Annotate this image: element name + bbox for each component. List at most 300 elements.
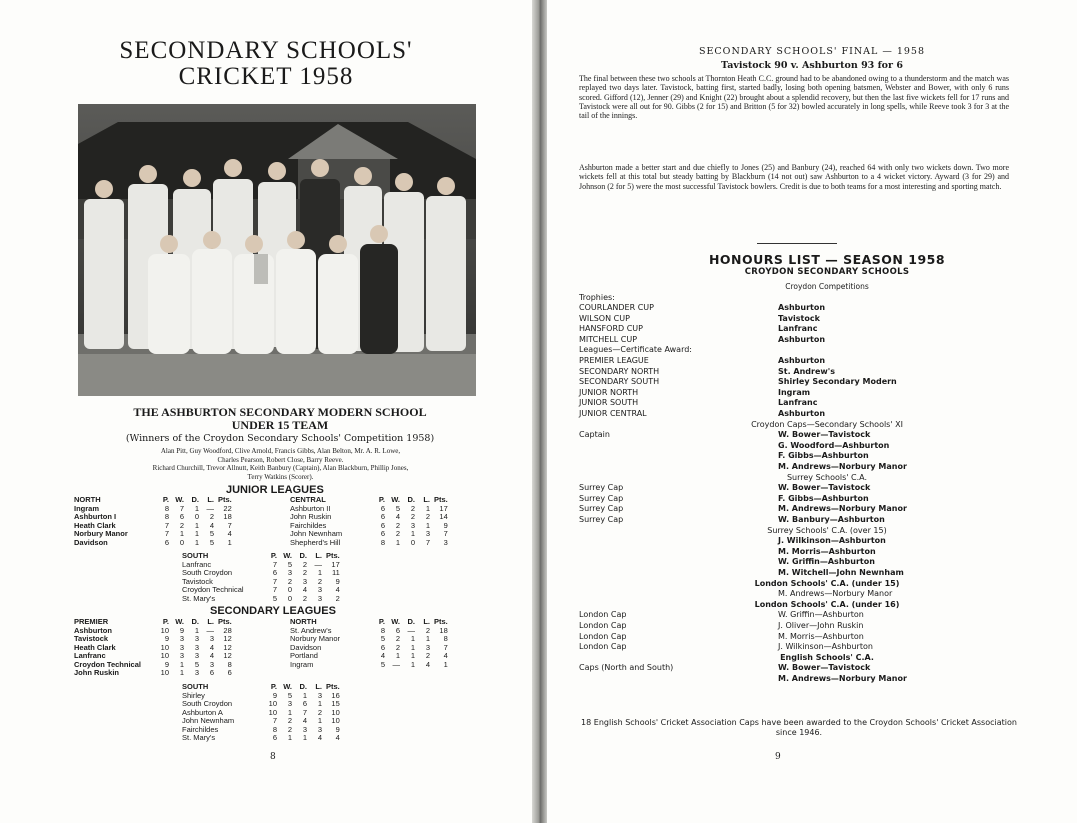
honours-item-value: W. Bower—Tavistock — [778, 483, 871, 493]
table-cell: 28 — [223, 625, 232, 635]
honours-title: HONOURS LIST — SEASON 1958 — [708, 252, 946, 267]
final-title: SECONDARY SCHOOLS' FINAL — 1958 — [698, 46, 926, 57]
team-name: John Newnham — [290, 529, 343, 538]
table-cell: 1 — [287, 707, 292, 717]
column-header: D. — [191, 495, 199, 504]
honours-item-label: Surrey Cap — [579, 493, 624, 503]
honours-item-value: Ashburton — [778, 409, 826, 418]
team-names-line: Terry Watkins (Scorer). — [247, 472, 314, 481]
honours-subtitle: Croydon Competitions — [785, 282, 869, 291]
table-cell: 4 — [227, 529, 232, 538]
table-cell: 3 — [194, 651, 199, 660]
table-cell: 6 — [380, 520, 385, 530]
column-header: L. — [207, 495, 214, 504]
honours-item-label: Surrey Cap — [579, 515, 624, 524]
team-name: Ashburton I — [74, 512, 117, 521]
table-cell: 3 — [179, 642, 184, 652]
table-cell: 3 — [209, 634, 214, 643]
honours-row — [579, 377, 1049, 388]
table-cell: 6 — [179, 512, 184, 521]
team-names — [68, 447, 493, 481]
table-cell: 2 — [287, 576, 292, 586]
team-name: South Croydon — [182, 568, 233, 577]
honours-item-label: Surrey Cap — [579, 504, 624, 514]
table-cell: 4 — [443, 651, 448, 660]
table-cell: 1 — [443, 659, 448, 669]
table-cell: 2 — [410, 512, 415, 521]
table-cell: 8 — [164, 503, 169, 513]
table-cell: 7 — [425, 537, 430, 547]
team-name: Fairchildes — [290, 520, 327, 530]
column-header: P. — [378, 617, 385, 626]
team-name: Davidson — [290, 642, 322, 652]
column-header: D. — [299, 551, 307, 560]
honours-item-value: W. Bower—Tavistock — [778, 430, 871, 440]
honours-item-label: London Cap — [579, 610, 627, 620]
column-header: Pts. — [434, 495, 448, 504]
table-cell: 2 — [425, 512, 430, 521]
honours-item-value: G. Woodford—Ashburton — [778, 440, 890, 450]
honours-row — [579, 303, 1049, 314]
table-cell: 6 — [164, 537, 169, 547]
table-cell: 2 — [395, 520, 400, 530]
table-cell: 15 — [331, 699, 340, 708]
table-row — [290, 661, 450, 670]
page-title — [0, 38, 532, 90]
honours-row — [579, 388, 1049, 399]
table-cell: 4 — [335, 585, 340, 594]
table-row — [74, 669, 234, 678]
table-cell: 4 — [209, 520, 214, 530]
honours-row — [579, 674, 1049, 685]
honours-item-value: M. Andrews—Norbury Manor — [778, 674, 907, 683]
table-cell: 7 — [179, 503, 184, 513]
table-cell: 9 — [335, 724, 340, 734]
table-cell: 1 — [194, 625, 199, 635]
table-cell: 1 — [302, 733, 307, 742]
page-number: 8 — [270, 752, 276, 762]
table-section-label: SOUTH — [182, 682, 209, 691]
table-cell: — — [407, 625, 415, 635]
table-cell: 5 — [380, 634, 385, 643]
table-section-label: NORTH — [74, 495, 101, 504]
table-cell: 18 — [223, 512, 232, 521]
honours-item-label: COURLANDER CUP — [579, 303, 654, 312]
team-name: Lanfranc — [182, 559, 212, 569]
honours-item-value: M. Morris—Ashburton — [778, 631, 864, 641]
honours-item-label: London Cap — [579, 642, 627, 652]
table-cell: 0 — [287, 593, 292, 603]
table-cell: 1 — [194, 520, 199, 530]
honours-row — [579, 356, 1049, 367]
honours-row — [579, 547, 1049, 558]
honours-item-label: WILSON CUP — [579, 313, 630, 323]
table-cell: 2 — [395, 642, 400, 652]
table-cell: 9 — [272, 690, 277, 700]
table-cell: 2 — [302, 593, 307, 603]
column-header: L. — [315, 682, 322, 691]
table-cell: 3 — [194, 634, 199, 643]
table-cell: 7 — [302, 707, 307, 717]
honours-row — [579, 536, 1049, 547]
honours-item-value: M. Witchell—John Newnham — [778, 568, 904, 577]
honours-item-value: M. Andrews—Norbury Manor — [778, 462, 907, 471]
table-cell: 1 — [227, 537, 232, 547]
column-header: Pts. — [326, 682, 340, 691]
honours-item-label: JUNIOR NORTH — [579, 387, 639, 397]
column-header: L. — [315, 551, 322, 560]
team-name: Ingram — [74, 503, 100, 513]
secondary-leagues-heading: SECONDARY LEAGUES — [210, 605, 336, 617]
honours-item-value: F. Gibbs—Ashburton — [778, 493, 869, 503]
team-name: South Croydon — [182, 699, 233, 708]
table-cell: 2 — [317, 576, 322, 586]
table-cell: 0 — [410, 537, 415, 547]
table-cell: 3 — [410, 520, 415, 530]
table-cell: 1 — [179, 529, 184, 538]
table-cell: 6 — [395, 625, 400, 635]
table-cell: 10 — [268, 699, 277, 708]
team-name: John Newnham — [182, 716, 235, 725]
final-report-paragraph: The final between these two schools at Thornton Heath C.C. ground had to be abandoned owing to a thunderstorm and the match was replayed two days later. Tavistock, batting first, started badly, losing both opening batsmen, Webster and Bower, with only 6 runs scored. Gifford (12), Jenner (29) and Knight (22) brought about a splendid recovery, but then the last five wickets fell for 17 runs and Tavistock were all out for 90. Gibbs (2 for 15) and Britton (5 for 32) bowled accurately in long spells, while Reeve took 3 for 3 at the tail of the innings. — [579, 74, 1009, 121]
team-names-line: Alan Pitt, Guy Woodford, Clive Arnold, Francis Gibbs, Alan Belton, Mr. A. R. Lowe, — [160, 447, 401, 455]
honours-row — [579, 557, 1049, 568]
table-cell: 5 — [380, 659, 385, 669]
honours-item-label: PREMIER LEAGUE — [579, 356, 649, 365]
table-cell: — — [206, 503, 214, 513]
junior-leagues-heading: JUNIOR LEAGUES — [226, 484, 324, 496]
table-cell: 12 — [223, 634, 232, 643]
table-cell: 3 — [317, 593, 322, 603]
honours-row — [579, 642, 1049, 653]
table-cell: 12 — [223, 642, 232, 652]
team-names-line: Charles Pearson, Robert Close, Barry Reeve. — [217, 455, 344, 464]
honours-row — [579, 367, 1049, 378]
team-name: Ashburton A — [182, 707, 223, 717]
table-cell: 2 — [179, 520, 184, 530]
table-cell: 6 — [227, 668, 232, 677]
table-cell: 6 — [272, 733, 277, 742]
honours-label: Leagues—Certificate Award: — [579, 345, 692, 355]
honours-row — [579, 632, 1049, 643]
table-cell: 3 — [194, 642, 199, 652]
table-cell: — — [392, 659, 400, 669]
table-cell: 2 — [425, 651, 430, 660]
table-cell: 3 — [317, 690, 322, 700]
table-cell: 10 — [160, 625, 169, 635]
team-name: Croydon Technical — [182, 585, 244, 594]
table-cell: — — [206, 625, 214, 635]
honours-section-heading: Croydon Caps—Secondary Schools' XI — [751, 419, 903, 429]
table-cell: 1 — [425, 503, 430, 513]
table-cell: 7 — [272, 559, 277, 569]
table-cell: 8 — [272, 724, 277, 734]
team-name: Ashburton II — [290, 503, 331, 513]
table-cell: 3 — [425, 529, 430, 538]
honours-item-value: J. Wilkinson—Ashburton — [778, 642, 873, 652]
table-cell: 16 — [331, 690, 340, 700]
table-cell: 22 — [223, 503, 232, 513]
team-name: Davidson — [74, 537, 108, 547]
table-cell: 9 — [335, 576, 340, 586]
team-name: Ingram — [290, 659, 314, 669]
honours-item-value: Ingram — [778, 387, 811, 397]
honours-item-label: Caps (North and South) — [579, 663, 674, 673]
table-cell: 3 — [179, 651, 184, 660]
team-name: John Ruskin — [290, 512, 332, 521]
table-cell: 9 — [443, 520, 448, 530]
honours-item-label: London Cap — [579, 621, 627, 630]
table-cell: 3 — [317, 585, 322, 594]
table-cell: 4 — [425, 659, 430, 669]
right-page — [547, 0, 1077, 823]
team-heading-line: THE ASHBURTON SECONDARY MODERN SCHOOL — [133, 405, 427, 419]
team-name: St. Andrew's — [290, 625, 332, 635]
table-cell: 10 — [160, 651, 169, 660]
table-cell: 2 — [395, 634, 400, 643]
table-cell: 17 — [331, 559, 340, 569]
honours-section-heading: London Schools' C.A. (under 16) — [754, 599, 900, 609]
column-header: Pts. — [218, 495, 232, 504]
honours-item-label: JUNIOR CENTRAL — [579, 409, 647, 418]
table-cell: 6 — [380, 503, 385, 513]
team-heading-line: UNDER 15 TEAM — [231, 418, 329, 432]
table-section-label: PREMIER — [74, 617, 109, 626]
table-row — [74, 539, 234, 548]
honours-item-value: W. Banbury—Ashburton — [778, 515, 885, 524]
honours-item-value: St. Andrew's — [778, 366, 835, 376]
table-cell: 5 — [194, 659, 199, 669]
team-name: Heath Clark — [74, 520, 116, 530]
table-cell: 3 — [443, 537, 448, 547]
table-cell: 1 — [410, 634, 415, 643]
honours-item-value: W. Griffin—Ashburton — [778, 557, 875, 567]
table-section-label: CENTRAL — [290, 495, 326, 504]
table-cell: 2 — [302, 559, 307, 569]
title-line: SECONDARY SCHOOLS' — [119, 37, 413, 64]
table-cell: 4 — [209, 651, 214, 660]
table-cell: 1 — [410, 651, 415, 660]
team-photo — [78, 104, 476, 396]
table-cell: 4 — [302, 716, 307, 725]
team-name: Lanfranc — [74, 651, 106, 660]
table-cell: 1 — [194, 529, 199, 538]
table-cell: 5 — [272, 593, 277, 603]
table-cell: 2 — [209, 512, 214, 521]
table-cell: 1 — [410, 529, 415, 538]
honours-item-value: Shirley Secondary Modern — [778, 377, 897, 387]
team-name: Shepherd's Hill — [290, 537, 341, 547]
column-header: Pts. — [218, 617, 232, 626]
honours-item-label: London Cap — [579, 631, 627, 641]
honours-item-label: JUNIOR SOUTH — [579, 398, 639, 408]
table-cell: 1 — [179, 659, 184, 669]
honours-row — [579, 483, 1049, 494]
table-cell: 0 — [179, 537, 184, 547]
table-cell: 10 — [160, 642, 169, 652]
honours-item-value: Ashburton — [778, 334, 826, 344]
honours-item-value: Ashburton — [778, 356, 826, 365]
table-cell: 7 — [443, 529, 448, 538]
column-header: W. — [283, 682, 292, 691]
table-cell: 6 — [272, 568, 277, 577]
column-header: P. — [378, 495, 385, 504]
table-cell: 6 — [209, 668, 214, 677]
secondary-south-table — [182, 683, 342, 743]
table-cell: 1 — [410, 642, 415, 652]
honours-subtitle: CROYDON SECONDARY SCHOOLS — [744, 267, 910, 277]
table-cell: 4 — [380, 651, 385, 660]
team-name: St. Mary's — [182, 593, 216, 603]
team-caption: (Winners of the Croydon Secondary Schools' Competition 1958) — [125, 433, 435, 444]
table-cell: 0 — [287, 585, 292, 594]
final-report-paragraph: Ashburton made a better start and due chiefly to Jones (25) and Banbury (24), reached 64 with only two wickets down. Two more wickets fell at this total but steady batting by Blackburn (14 not out) saw Ashburton to a 4 wicket victory. Ayward (3 for 29) and Johnson (2 for 5) were the most successful Tavistock bowlers. Credit is due to both teams for a most interesting and sporting match. — [579, 163, 1009, 191]
honours-row — [579, 515, 1049, 526]
table-cell: 4 — [209, 642, 214, 652]
table-cell: 7 — [443, 642, 448, 652]
column-header: D. — [191, 617, 199, 626]
team-name: Norbury Manor — [74, 529, 128, 538]
column-header: P. — [162, 617, 169, 626]
title-line: CRICKET 1958 — [178, 63, 354, 90]
column-header: P. — [270, 682, 277, 691]
honours-item-value: Lanfranc — [778, 324, 818, 334]
table-cell: 9 — [179, 625, 184, 635]
column-header: P. — [162, 495, 169, 504]
column-header: D. — [407, 495, 415, 504]
junior-north-table — [74, 496, 234, 547]
left-page — [0, 0, 532, 823]
table-cell: 10 — [268, 707, 277, 717]
honours-row — [579, 430, 1049, 441]
table-cell: 10 — [160, 668, 169, 677]
table-cell: 5 — [209, 537, 214, 547]
team-name: Croydon Technical — [74, 659, 141, 669]
table-cell: 2 — [395, 529, 400, 538]
page-number: 9 — [775, 752, 781, 762]
table-cell: 1 — [194, 537, 199, 547]
honours-item-label: Captain — [579, 430, 610, 440]
column-header: W. — [391, 495, 400, 504]
team-name: Ashburton — [74, 625, 112, 635]
honours-row — [579, 335, 1049, 346]
table-cell: 18 — [439, 625, 448, 635]
column-header: W. — [283, 551, 292, 560]
junior-south-table — [182, 552, 342, 603]
table-cell: 7 — [272, 716, 277, 725]
column-header: L. — [423, 495, 430, 504]
table-cell: 6 — [380, 529, 385, 538]
table-cell: 12 — [223, 651, 232, 660]
table-cell: 2 — [425, 625, 430, 635]
honours-section-heading: English Schools' C.A. — [780, 652, 874, 662]
table-cell: 4 — [302, 585, 307, 594]
table-row — [182, 734, 342, 743]
column-header: W. — [391, 617, 400, 626]
honours-item-value: J. Oliver—John Ruskin — [778, 621, 864, 630]
table-cell: 14 — [439, 512, 448, 521]
table-cell: 1 — [194, 503, 199, 513]
honours-row — [579, 610, 1049, 621]
column-header: P. — [270, 551, 277, 560]
table-cell: 1 — [410, 659, 415, 669]
honours-section-heading: Surrey Schools' C.A. — [786, 472, 868, 482]
table-cell: 10 — [331, 716, 340, 725]
table-cell: 1 — [287, 733, 292, 742]
table-cell: 17 — [439, 503, 448, 513]
honours-item-label: SECONDARY NORTH — [579, 366, 660, 376]
team-name: Fairchildes — [182, 724, 219, 734]
table-cell: 7 — [164, 529, 169, 538]
table-cell: 8 — [443, 634, 448, 643]
table-cell: 3 — [179, 634, 184, 643]
team-name: Tavistock — [182, 576, 213, 586]
honours-row — [579, 462, 1049, 473]
table-cell: 5 — [395, 503, 400, 513]
team-name: John Ruskin — [74, 668, 120, 677]
honours-row — [579, 504, 1049, 515]
table-cell: 9 — [164, 659, 169, 669]
team-name: Tavistock — [74, 634, 109, 643]
honours-row — [579, 314, 1049, 325]
column-header: L. — [423, 617, 430, 626]
table-cell: 10 — [331, 707, 340, 717]
table-section-label: NORTH — [290, 617, 317, 626]
table-cell: 8 — [380, 537, 385, 547]
footer-note: 18 English Schools' Cricket Association Caps have been awarded to the Croydon Schools' Cricket Association since 1946. — [581, 718, 1017, 737]
honours-item-label: HANSFORD CUP — [579, 324, 643, 334]
table-row — [182, 595, 342, 604]
column-header: Pts. — [434, 617, 448, 626]
honours-item-value: M. Andrews—Norbury Manor — [778, 504, 907, 514]
honours-section-heading: Surrey Schools' C.A. (over 15) — [767, 525, 887, 535]
honours-item-value: J. Wilkinson—Ashburton — [778, 536, 886, 546]
table-cell: 1 — [317, 568, 322, 577]
honours-row — [579, 589, 1049, 600]
table-cell: 2 — [317, 707, 322, 717]
table-cell: 5 — [287, 690, 292, 700]
table-cell: — — [314, 559, 322, 569]
column-header: W. — [175, 617, 184, 626]
table-cell: 6 — [380, 642, 385, 652]
table-cell: 9 — [164, 634, 169, 643]
table-cell: 1 — [425, 520, 430, 530]
team-name: St. Mary's — [182, 733, 216, 742]
table-cell: 8 — [227, 659, 232, 669]
honours-item-value: W. Griffin—Ashburton — [778, 610, 864, 620]
honours-item-value: M. Andrews—Norbury Manor — [778, 589, 893, 599]
table-cell: 1 — [425, 634, 430, 643]
honours-item-value: Ashburton — [778, 303, 826, 312]
table-cell: 7 — [272, 585, 277, 594]
honours-row — [579, 441, 1049, 452]
table-cell: 1 — [317, 716, 322, 725]
table-cell: 1 — [395, 537, 400, 547]
honours-row — [579, 494, 1049, 505]
table-cell: 8 — [164, 512, 169, 521]
honours-row — [579, 409, 1049, 420]
table-cell: 6 — [380, 512, 385, 521]
book-gutter — [532, 0, 547, 823]
team-name: Shirley — [182, 690, 205, 700]
honours-row — [579, 398, 1049, 409]
team-name: Norbury Manor — [290, 634, 341, 643]
table-cell: 3 — [425, 642, 430, 652]
table-cell: 2 — [335, 593, 340, 603]
honours-section-heading: London Schools' C.A. (under 15) — [754, 578, 900, 588]
column-header: D. — [299, 682, 307, 691]
honours-row — [579, 451, 1049, 462]
